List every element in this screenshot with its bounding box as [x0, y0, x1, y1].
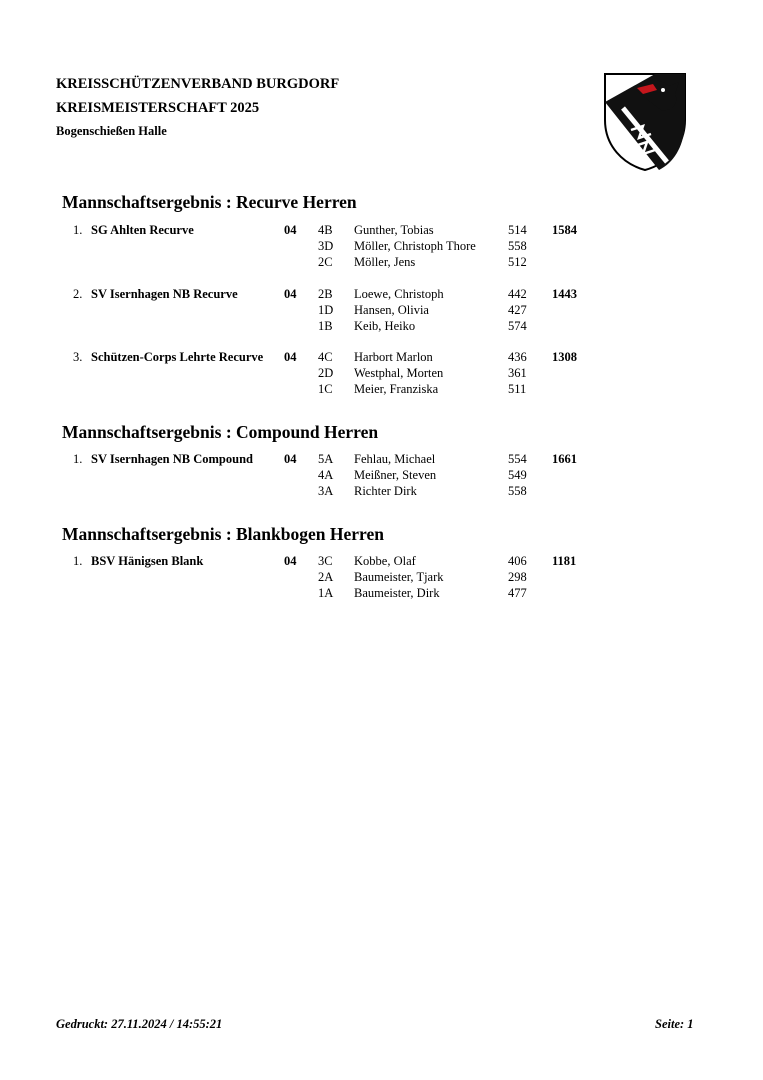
section-name: Recurve Herren: [236, 192, 357, 212]
member-row: [0, 319, 763, 335]
section-name: Blankbogen Herren: [236, 524, 384, 544]
member-id: 1C: [318, 382, 333, 396]
member-name: Baumeister, Dirk: [354, 586, 440, 600]
section-prefix: Mannschaftsergebnis :: [62, 524, 232, 544]
member-row: [0, 570, 763, 586]
member-name: Baumeister, Tjark: [354, 570, 444, 584]
team-class: 04: [284, 452, 297, 466]
member-name: Möller, Christoph Thore: [354, 239, 476, 253]
member-id: 1B: [318, 319, 333, 333]
member-name: Hansen, Olivia: [354, 303, 429, 317]
member-row: [0, 382, 763, 398]
wolf-coat-of-arms-icon: [603, 72, 687, 172]
member-name: Loewe, Christoph: [354, 287, 444, 301]
member-score: 477: [508, 586, 527, 600]
member-score: 574: [508, 319, 527, 333]
member-name: Richter Dirk: [354, 484, 417, 498]
team-class: 04: [284, 223, 297, 237]
member-score: 427: [508, 303, 527, 317]
team-class: 04: [284, 287, 297, 301]
team-name: SG Ahlten Recurve: [91, 223, 194, 237]
member-name: Meißner, Steven: [354, 468, 437, 482]
member-row: [0, 223, 763, 239]
printed-timestamp: Gedruckt: 27.11.2024 / 14:55:21: [56, 1017, 223, 1031]
member-row: [0, 239, 763, 255]
member-id: 3D: [318, 239, 334, 253]
member-score: 442: [508, 287, 527, 301]
section-title-recurve: [62, 192, 357, 213]
member-row: [0, 554, 763, 570]
team-total: 1181: [552, 554, 577, 568]
member-id: 1D: [318, 303, 334, 317]
member-score: 514: [508, 223, 527, 237]
member-score: 511: [508, 382, 527, 396]
member-row: [0, 287, 763, 303]
team-rank: 1.: [73, 554, 83, 568]
member-row: [0, 468, 763, 484]
team-name: SV Isernhagen NB Recurve: [91, 287, 238, 301]
team-name: SV Isernhagen NB Compound: [91, 452, 253, 466]
member-id: 3A: [318, 484, 334, 498]
member-score: 512: [508, 255, 527, 269]
section-prefix: Mannschaftsergebnis :: [62, 422, 232, 442]
member-id: 2D: [318, 366, 334, 380]
member-id: 4B: [318, 223, 333, 237]
member-id: 2A: [318, 570, 334, 584]
member-score: 558: [508, 239, 527, 253]
member-id: 4A: [318, 468, 334, 482]
member-row: [0, 484, 763, 500]
member-id: 5A: [318, 452, 334, 466]
team-class: 04: [284, 350, 297, 364]
member-name: Meier, Franziska: [354, 382, 439, 396]
member-row: [0, 303, 763, 319]
member-name: Möller, Jens: [354, 255, 416, 269]
page-number: Seite: 1: [655, 1017, 694, 1031]
section-title-compound: [62, 422, 378, 443]
team-total: 1308: [552, 350, 577, 364]
member-score: 558: [508, 484, 527, 498]
team-rank: 2.: [73, 287, 83, 301]
member-name: Kobbe, Olaf: [354, 554, 416, 568]
member-row: [0, 452, 763, 468]
team-total: 1443: [552, 287, 577, 301]
member-id: 4C: [318, 350, 333, 364]
member-id: 2C: [318, 255, 333, 269]
team-name: Schützen-Corps Lehrte Recurve: [91, 350, 264, 364]
organization-title: KREISSCHÜTZENVERBAND BURGDORF: [56, 76, 340, 92]
member-id: 3C: [318, 554, 333, 568]
member-id: 2B: [318, 287, 333, 301]
team-rank: 1.: [73, 452, 83, 466]
member-name: Gunther, Tobias: [354, 223, 434, 237]
team-rank: 3.: [73, 350, 83, 364]
member-score: 549: [508, 468, 527, 482]
team-class: 04: [284, 554, 297, 568]
member-name: Keib, Heiko: [354, 319, 416, 333]
member-name: Harbort Marlon: [354, 350, 433, 364]
member-row: [0, 255, 763, 271]
member-name: Fehlau, Michael: [354, 452, 436, 466]
championship-title: KREISMEISTERSCHAFT 2025: [56, 100, 260, 116]
team-rank: 1.: [73, 223, 83, 237]
member-score: 554: [508, 452, 527, 466]
member-name: Westphal, Morten: [354, 366, 444, 380]
member-score: 361: [508, 366, 527, 380]
member-row: [0, 366, 763, 382]
discipline-subtitle: Bogenschießen Halle: [56, 124, 167, 138]
member-row: [0, 586, 763, 602]
member-score: 298: [508, 570, 527, 584]
member-score: 436: [508, 350, 527, 364]
team-total: 1661: [552, 452, 577, 466]
member-id: 1A: [318, 586, 334, 600]
section-prefix: Mannschaftsergebnis :: [62, 192, 232, 212]
team-name: BSV Hänigsen Blank: [91, 554, 204, 568]
member-row: [0, 350, 763, 366]
section-name: Compound Herren: [236, 422, 379, 442]
section-title-blankbogen: [62, 524, 384, 545]
member-score: 406: [508, 554, 527, 568]
team-total: 1584: [552, 223, 577, 237]
